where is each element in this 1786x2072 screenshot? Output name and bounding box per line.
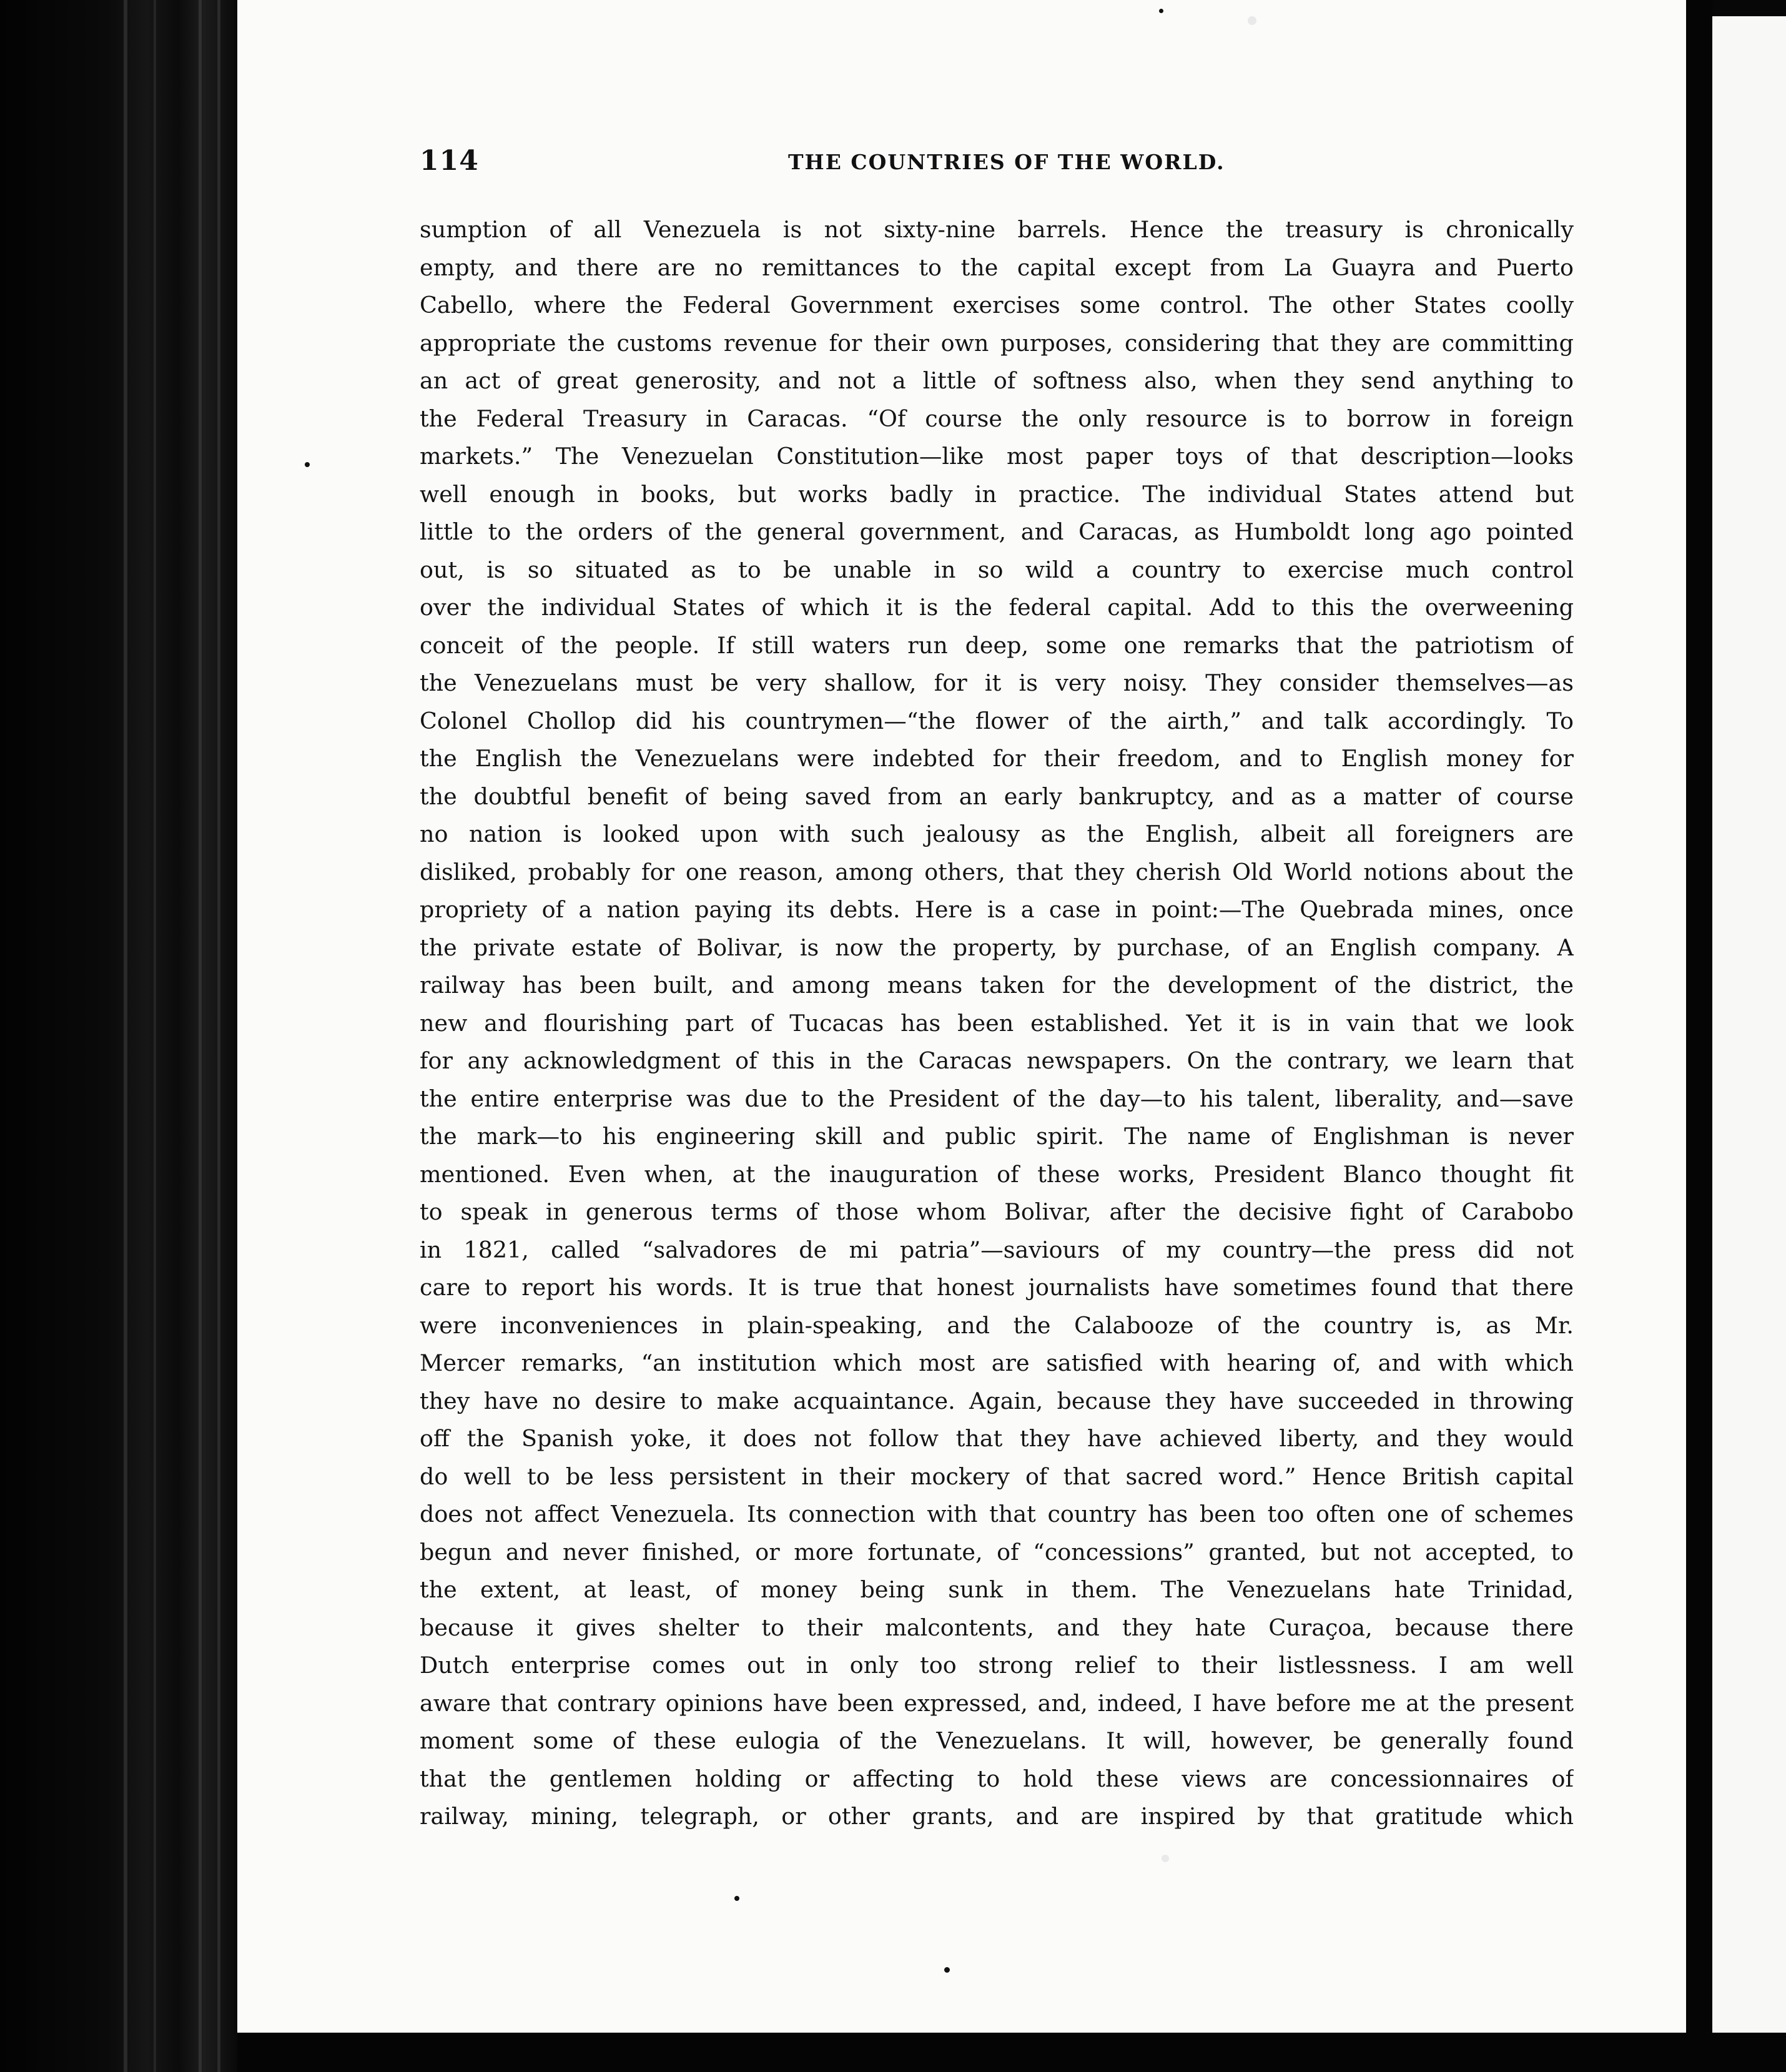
text-line: railway has been built, and among means taken for the development of the district, the <box>420 972 1574 999</box>
text-line: the mark—to his engineering skill and public spirit. The name of Englishman is never <box>420 1123 1574 1150</box>
scan-bottom-border <box>237 2033 1786 2072</box>
text-line: new and flourishing part of Tucacas has been established. Yet it is in vain that we look <box>420 1009 1574 1037</box>
text-line: in 1821, called “salvadores de mi patria”—saviours of my country—the press did not <box>420 1236 1574 1263</box>
text-line: care to report his words. It is true that honest journalists have sometimes found that there <box>420 1274 1574 1301</box>
scan-speck <box>944 1967 950 1973</box>
text-line: the private estate of Bolivar, is now the property, by purchase, of an English company. A <box>420 934 1574 961</box>
text-line: the doubtful benefit of being saved from an early bankruptcy, and as a matter of course <box>420 782 1574 810</box>
text-line: propriety of a nation paying its debts. Here is a case in point:—The Quebrada mines, once <box>420 896 1574 923</box>
text-line: the English the Venezuelans were indebted for their freedom, and to English money for <box>420 745 1574 772</box>
text-line: the extent, at least, of money being sunk in them. The Venezuelans hate Trinidad, <box>420 1576 1574 1603</box>
text-line: to speak in generous terms of those whom Bolivar, after the decisive fight of Carabobo <box>420 1198 1574 1225</box>
text-line: appropriate the customs revenue for their own purposes, considering that they are committing <box>420 329 1574 357</box>
text-line: out, is so situated as to be unable in so wild a country to exercise much control <box>420 556 1574 583</box>
scan-speck <box>1248 16 1256 25</box>
text-line: does not affect Venezuela. Its connection with that country has been too often one of schemes <box>420 1501 1574 1527</box>
text-line: Mercer remarks, “an institution which most are satisfied with hearing of, and with which <box>420 1349 1574 1376</box>
text-line: were inconveniences in plain-speaking, and the Calabooze of the country is, as Mr. <box>420 1311 1574 1339</box>
text-line: off the Spanish yoke, it does not follow that they have achieved liberty, and they would <box>420 1425 1574 1452</box>
text-line: Cabello, where the Federal Government exercises some control. The other States coolly <box>420 292 1574 318</box>
body-text <box>420 211 1574 1836</box>
text-line: conceit of the people. If still waters run deep, some one remarks that the patriotism of <box>420 631 1574 659</box>
text-line: because it gives shelter to their malcontents, and they hate Curaçoa, because there <box>420 1614 1574 1641</box>
text-line: disliked, probably for one reason, among others, that they cherish Old World notions about the <box>420 858 1574 886</box>
text-line: Dutch enterprise comes out in only too strong relief to their listlessness. I am well <box>420 1652 1574 1679</box>
text-line: the Federal Treasury in Caracas. “Of course the only resource is to borrow in foreign <box>420 405 1574 432</box>
text-line: moment some of these eulogia of the Venezuelans. It will, however, be generally found <box>420 1727 1574 1754</box>
book-binding <box>0 0 237 2072</box>
running-title: THE COUNTRIES OF THE WORLD. <box>788 150 1225 174</box>
text-line: they have no desire to make acquaintance. Again, because they have succeeded in throwing <box>420 1387 1574 1414</box>
text-line: railway, mining, telegraph, or other grants, and are inspired by that gratitude which <box>420 1803 1574 1830</box>
text-line: aware that contrary opinions have been expressed, and, indeed, I have before me at the present <box>420 1689 1574 1717</box>
scan-speck <box>734 1896 739 1901</box>
facing-page-edge <box>1712 16 1786 2033</box>
text-line: little to the orders of the general government, and Caracas, as Humboldt long ago pointed <box>420 518 1574 545</box>
page-edge <box>199 0 202 2072</box>
page-gutter-right <box>1686 0 1712 2072</box>
text-line: no nation is looked upon with such jealousy as the English, albeit all foreigners are <box>420 821 1574 847</box>
page-number: 114 <box>420 145 479 177</box>
text-line: the entire enterprise was due to the President of the day—to his talent, liberality, and—save <box>420 1085 1574 1112</box>
page-edge <box>154 0 156 2072</box>
text-line: the Venezuelans must be very shallow, for it is very noisy. They consider themselves—as <box>420 669 1574 696</box>
text-line: empty, and there are no remittances to the capital except from La Guayra and Puerto <box>420 254 1574 281</box>
text-line: over the individual States of which it is the federal capital. Add to this the overweening <box>420 594 1574 621</box>
page-edge <box>124 0 127 2072</box>
text-line: do well to be less persistent in their mockery of that sacred word.” Hence British capital <box>420 1463 1574 1490</box>
text-line: that the gentlemen holding or affecting to hold these views are concessionnaires of <box>420 1765 1574 1792</box>
text-line: mentioned. Even when, at the inauguration of these works, President Blanco thought fit <box>420 1160 1574 1188</box>
text-line: for any acknowledgment of this in the Caracas newspapers. On the contrary, we learn that <box>420 1047 1574 1074</box>
scan-speck <box>1162 1855 1169 1862</box>
text-line: begun and never finished, or more fortunate, of “concessions” granted, but not accepted, to <box>420 1538 1574 1566</box>
page-header <box>420 145 1544 182</box>
text-line: markets.” The Venezuelan Constitution—like most paper toys of that description—looks <box>420 443 1574 470</box>
page-edge <box>217 0 220 2072</box>
scan-speck <box>305 462 310 467</box>
scan-speck <box>1159 9 1163 13</box>
text-line: sumption of all Venezuela is not sixty-nine barrels. Hence the treasury is chronically <box>420 216 1574 243</box>
text-line: well enough in books, but works badly in practice. The individual States attend but <box>420 480 1574 508</box>
text-line: an act of great generosity, and not a little of softness also, when they send anything to <box>420 367 1574 394</box>
text-line: Colonel Chollop did his countrymen—“the flower of the airth,” and talk accordingly. To <box>420 707 1574 734</box>
